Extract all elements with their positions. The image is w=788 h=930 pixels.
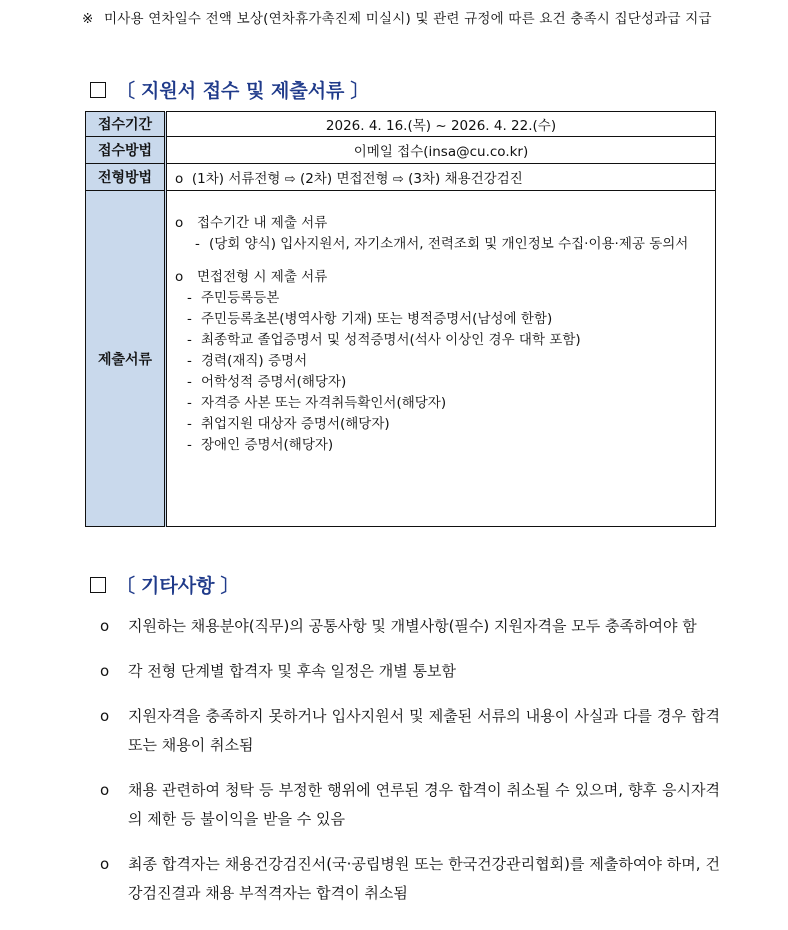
process-step: (2차) 면접전형 xyxy=(299,171,389,187)
bullet-icon: o xyxy=(100,707,110,725)
list-item: o 각 전형 단계별 합격자 및 후속 일정은 개별 통보함 xyxy=(100,657,720,686)
list-item: - 취업지원 대상자 증명서(해당자) xyxy=(187,416,390,432)
table-row xyxy=(86,164,716,191)
bullet-icon: o xyxy=(100,781,110,799)
table-row xyxy=(86,112,716,137)
process-label: 전형방법 xyxy=(86,164,166,191)
list-item: o 최종 합격자는 채용건강검진서(국·공립병원 또는 한국건강관리협회)를 제출하여야 하며, 건강검진결과 채용 부적격자는 합격이 취소됨 xyxy=(100,850,720,908)
process-step: (3차) 채용건강검진 xyxy=(408,171,523,187)
bullet-icon: o xyxy=(100,617,110,635)
arrow-right-icon: ⇨ xyxy=(284,172,296,187)
docs-label: 제출서류 xyxy=(86,191,166,527)
list-item: - 경력(재직) 증명서 xyxy=(187,353,308,369)
period-label: 접수기간 xyxy=(86,112,166,137)
checkbox-square-icon xyxy=(90,82,106,98)
list-item: o 채용 관련하여 청탁 등 부정한 행위에 연루된 경우 합격이 취소될 수 있으며, 향후 응시자격의 제한 등 불이익을 받을 수 있음 xyxy=(100,776,720,834)
notice-note xyxy=(82,8,742,30)
docs-group-title: o 접수기간 내 제출 서류 xyxy=(175,213,707,234)
table-row xyxy=(86,191,716,527)
dash-icon: - xyxy=(195,236,200,252)
list-item: - 최종학교 졸업증명서 및 성적증명서(석사 이상인 경우 대학 포함) xyxy=(187,332,581,348)
list-item: - (당회 양식) 입사지원서, 자기소개서, 전력조회 및 개인정보 수집·이용·제공 동의서 xyxy=(175,234,707,255)
period-value: 2026. 4. 16.(목) ~ 2026. 4. 22.(수) xyxy=(166,112,716,137)
list-item: - 장애인 증명서(해당자) xyxy=(187,437,334,453)
list-item: - 주민등록등본 xyxy=(187,290,280,306)
bullet-icon: o xyxy=(100,855,110,873)
section-title-application: 〔 지원서 접수 및 제출서류 〕 xyxy=(90,76,369,103)
checkbox-square-icon xyxy=(90,577,106,593)
list-item: o 지원자격을 충족하지 못하거나 입사지원서 및 제출된 서류의 내용이 사실과 다를 경우 합격 또는 채용이 취소됨 xyxy=(100,702,720,760)
bullet-icon: o xyxy=(175,171,184,187)
section-title-text: 지원서 접수 및 제출서류 xyxy=(141,80,345,102)
process-step: (1차) 서류전형 xyxy=(191,171,281,187)
list-item: - 어학성적 증명서(해당자) xyxy=(187,374,347,390)
application-table xyxy=(85,111,716,527)
list-item: - 자격증 사본 또는 자격취득확인서(해당자) xyxy=(187,395,447,411)
bullet-icon: o xyxy=(100,662,110,680)
arrow-right-icon: ⇨ xyxy=(392,172,404,187)
method-value: 이메일 접수(insa@cu.co.kr) xyxy=(166,137,716,164)
table-row xyxy=(86,137,716,164)
process-value xyxy=(166,164,716,191)
misc-list xyxy=(100,612,720,924)
note-text: 미사용 연차일수 전액 보상(연차휴가촉진제 미실시) 및 관련 규정에 따른 요건 충족시 집단성과급 지급 xyxy=(104,11,712,27)
list-item: - 주민등록초본(병역사항 기재) 또는 병적증명서(남성에 한함) xyxy=(187,311,553,327)
method-label: 접수방법 xyxy=(86,137,166,164)
section-title-text: 기타사항 xyxy=(141,575,215,597)
docs-group-title: o 면접전형 시 제출 서류 xyxy=(175,267,707,288)
reference-mark: ※ xyxy=(82,11,94,27)
bullet-icon: o xyxy=(175,215,184,231)
section-title-misc: 〔 기타사항 〕 xyxy=(90,571,239,598)
docs-value xyxy=(166,191,716,527)
list-item: o 지원하는 채용분야(직무)의 공통사항 및 개별사항(필수) 지원자격을 모두 충족하여야 함 xyxy=(100,612,720,641)
bullet-icon: o xyxy=(175,269,184,285)
